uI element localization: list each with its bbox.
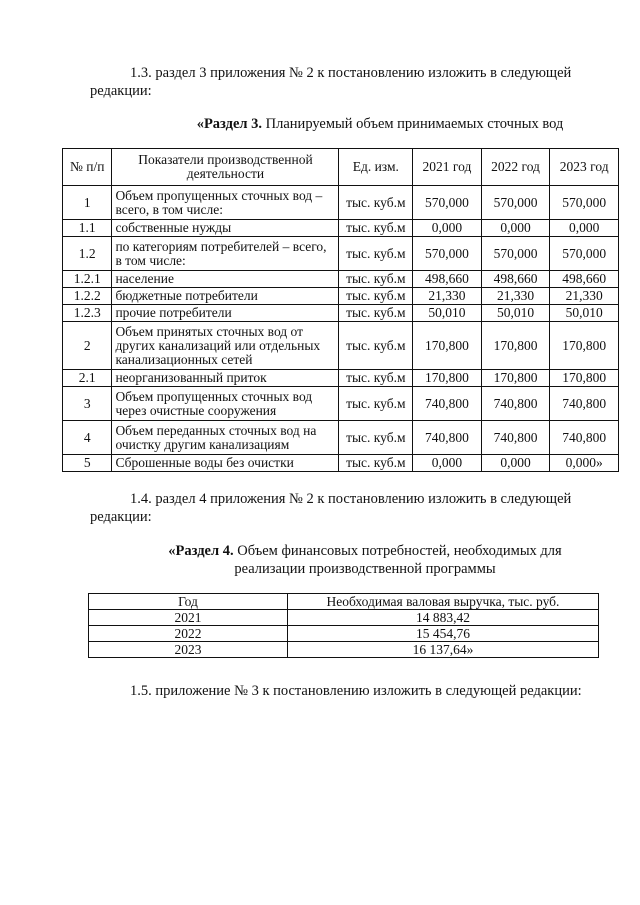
row-num: 1 xyxy=(63,186,112,220)
row-value-2023: 21,330 xyxy=(550,288,619,305)
header-revenue: Необходимая валовая выручка, тыс. руб. xyxy=(288,594,599,610)
header-2022: 2022 год xyxy=(481,149,550,186)
row-value-2021: 570,000 xyxy=(413,186,482,220)
row-value-2023: 50,010 xyxy=(550,305,619,322)
row-unit: тыс. куб.м xyxy=(339,305,413,322)
paragraph-1-5: 1.5. приложение № 3 к постановлению изложить в следующей редакции: xyxy=(130,683,582,699)
row-name: Объем принятых сточных вод от других канализаций или отдельных канализационных сетей xyxy=(112,322,339,370)
row-value-2023: 170,800 xyxy=(550,370,619,387)
header-name: Показатели производственной деятельности xyxy=(112,149,339,186)
row-unit: тыс. куб.м xyxy=(339,387,413,421)
row-name: Сброшенные воды без очистки xyxy=(112,455,339,472)
row-value-2022: 170,800 xyxy=(481,322,550,370)
row-num: 1.1 xyxy=(63,220,112,237)
section3-title xyxy=(160,115,600,133)
row-num: 1.2.1 xyxy=(63,271,112,288)
row-value-2021: 740,800 xyxy=(413,421,482,455)
paragraph-1-3-line2: редакции: xyxy=(90,83,152,99)
paragraph-1-4 xyxy=(90,490,600,526)
row-num: 1.2.2 xyxy=(63,288,112,305)
row-value-2022: 570,000 xyxy=(481,237,550,271)
row-value-2022: 170,800 xyxy=(481,370,550,387)
row-value-2023: 570,000 xyxy=(550,237,619,271)
table-row xyxy=(63,322,619,370)
row-num: 2 xyxy=(63,322,112,370)
row-value-2023: 570,000 xyxy=(550,186,619,220)
row-unit: тыс. куб.м xyxy=(339,421,413,455)
row-value-2023: 170,800 xyxy=(550,322,619,370)
row-unit: тыс. куб.м xyxy=(339,370,413,387)
row-value-2021: 0,000 xyxy=(413,220,482,237)
row-value-2021: 50,010 xyxy=(413,305,482,322)
header-2021: 2021 год xyxy=(413,149,482,186)
row-revenue: 15 454,76 xyxy=(288,626,599,642)
row-value-2021: 498,660 xyxy=(413,271,482,288)
row-name: собственные нужды xyxy=(112,220,339,237)
row-num: 5 xyxy=(63,455,112,472)
row-value-2021: 21,330 xyxy=(413,288,482,305)
row-unit: тыс. куб.м xyxy=(339,322,413,370)
row-name: Объем пропущенных сточных вод – всего, в том числе: xyxy=(112,186,339,220)
section4-title-rest: Объем финансовых потребностей, необходимых для xyxy=(233,543,562,559)
table-row xyxy=(63,370,619,387)
row-revenue: 16 137,64» xyxy=(288,642,599,658)
table-row xyxy=(63,237,619,271)
row-name: Объем пропущенных сточных вод через очистные сооружения xyxy=(112,387,339,421)
table-row xyxy=(89,610,599,626)
section3-title-bold: «Раздел 3. xyxy=(196,116,263,132)
section4-title-bold: «Раздел 4. xyxy=(168,543,234,559)
row-value-2022: 740,800 xyxy=(481,421,550,455)
row-value-2022: 570,000 xyxy=(481,186,550,220)
table-row xyxy=(63,421,619,455)
row-name: неорганизованный приток xyxy=(112,370,339,387)
row-value-2021: 570,000 xyxy=(413,237,482,271)
header-num: № п/п xyxy=(63,149,112,186)
row-year: 2022 xyxy=(89,626,288,642)
table-row xyxy=(63,186,619,220)
row-value-2022: 740,800 xyxy=(481,387,550,421)
row-value-2022: 0,000 xyxy=(481,455,550,472)
table-row xyxy=(89,626,599,642)
row-unit: тыс. куб.м xyxy=(339,271,413,288)
section4-title-line2: реализации производственной программы xyxy=(234,561,496,577)
row-value-2023: 0,000» xyxy=(550,455,619,472)
row-value-2021: 170,800 xyxy=(413,370,482,387)
planned-wastewater-table xyxy=(62,148,619,472)
row-year: 2021 xyxy=(89,610,288,626)
row-num: 2.1 xyxy=(63,370,112,387)
table-row xyxy=(63,387,619,421)
row-num: 1.2.3 xyxy=(63,305,112,322)
row-value-2021: 0,000 xyxy=(413,455,482,472)
financial-needs-table xyxy=(88,593,599,658)
row-unit: тыс. куб.м xyxy=(339,288,413,305)
row-name: по категориям потребителей – всего, в том числе: xyxy=(112,237,339,271)
row-value-2022: 50,010 xyxy=(481,305,550,322)
table-row xyxy=(63,288,619,305)
table-header-row xyxy=(89,594,599,610)
row-name: население xyxy=(112,271,339,288)
row-value-2023: 498,660 xyxy=(550,271,619,288)
row-unit: тыс. куб.м xyxy=(339,220,413,237)
paragraph-1-4-line2: редакции: xyxy=(90,509,152,525)
row-value-2023: 0,000 xyxy=(550,220,619,237)
row-year: 2023 xyxy=(89,642,288,658)
section4-title xyxy=(130,542,600,578)
paragraph-1-4-line1: 1.4. раздел 4 приложения № 2 к постановлению изложить в следующей xyxy=(130,491,572,507)
row-value-2021: 740,800 xyxy=(413,387,482,421)
row-unit: тыс. куб.м xyxy=(339,186,413,220)
row-num: 3 xyxy=(63,387,112,421)
row-value-2023: 740,800 xyxy=(550,421,619,455)
table-row xyxy=(63,271,619,288)
row-unit: тыс. куб.м xyxy=(339,455,413,472)
row-name: бюджетные потребители xyxy=(112,288,339,305)
header-year: Год xyxy=(89,594,288,610)
table-row xyxy=(89,642,599,658)
header-2023: 2023 год xyxy=(550,149,619,186)
row-name: Объем переданных сточных вод на очистку другим канализациям xyxy=(112,421,339,455)
paragraph-1-3-line1: 1.3. раздел 3 приложения № 2 к постановлению изложить в следующей xyxy=(130,65,572,81)
row-unit: тыс. куб.м xyxy=(339,237,413,271)
table-header-row xyxy=(63,149,619,186)
paragraph-1-3 xyxy=(90,64,600,100)
table-row xyxy=(63,455,619,472)
row-value-2022: 498,660 xyxy=(481,271,550,288)
table-row xyxy=(63,305,619,322)
header-unit: Ед. изм. xyxy=(339,149,413,186)
row-value-2022: 21,330 xyxy=(481,288,550,305)
row-value-2021: 170,800 xyxy=(413,322,482,370)
section3-title-rest: Планируемый объем принимаемых сточных вод xyxy=(262,116,564,132)
row-value-2022: 0,000 xyxy=(481,220,550,237)
table-row xyxy=(63,220,619,237)
row-num: 1.2 xyxy=(63,237,112,271)
row-num: 4 xyxy=(63,421,112,455)
row-name: прочие потребители xyxy=(112,305,339,322)
row-value-2023: 740,800 xyxy=(550,387,619,421)
row-revenue: 14 883,42 xyxy=(288,610,599,626)
